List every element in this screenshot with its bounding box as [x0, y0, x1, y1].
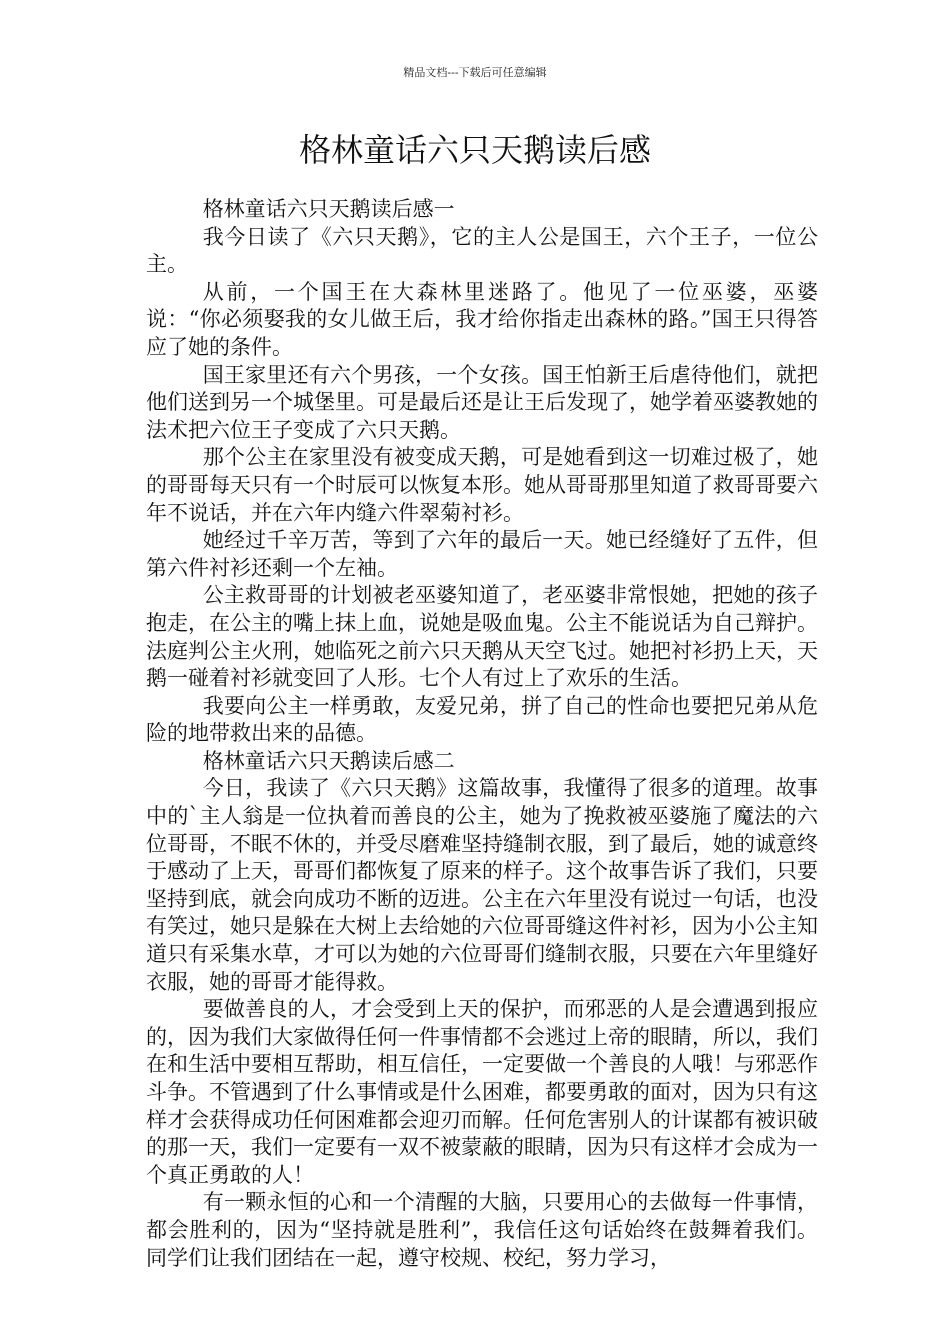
paragraph: 我今日读了《六只天鹅》，它的主人公是国王，六个王子，一位公主。	[146, 224, 818, 277]
paragraph: 国王家里还有六个男孩，一个女孩。国王怕新王后虐待他们，就把他们送到另一个城堡里。可是最后还是让王后发现了，她学着巫婆教她的法术把六位王子变成了六只天鹅。	[146, 362, 818, 442]
section-heading-2: 格林童话六只天鹅读后感二	[202, 748, 455, 773]
paragraph: 今日，我读了《六只天鹅》这篇故事，我懂得了很多的道理。故事中的`主人翁是一位执着而善良的公主，她为了挽救被巫婆施了魔法的六位哥哥，不眠不休的，并受尽磨难坚持缝制衣服，到了最后，她的诚意终于感动了上天，哥哥们都恢复了原来的样子。这个故事告诉了我们，只要坚持到底，就会向成功不断的迈进。公主在六年里没有说过一句话，也没有笑过，她只是躲在大树上去给她的六位哥哥缝这件衬衫，因为小公主知道只有采集水草，才可以为她的六位哥哥们缝制衣服，只要在六年里缝好衣服，她的哥哥才能得救。	[146, 776, 818, 994]
paragraph: 她经过千辛万苦，等到了六年的最后一天。她已经缝好了五件，但第六件衬衫还剩一个左袖。	[146, 528, 818, 580]
header-note: 精品文档---下载后可任意编辑	[403, 66, 547, 79]
paragraph: 那个公主在家里没有被变成天鹅，可是她看到这一切难过极了，她的哥哥每天只有一个时辰可以恢复本形。她从哥哥那里知道了救哥哥要六年不说话，并在六年内缝六件翠菊衬衫。	[146, 445, 818, 525]
paragraph: 我要向公主一样勇敢，友爱兄弟，拼了自己的性命也要把兄弟从危险的地带救出来的品德。	[146, 693, 818, 746]
section-heading-1: 格林童话六只天鹅读后感一	[202, 197, 455, 221]
document-body	[146, 196, 818, 1272]
paragraph: 公主救哥哥的计划被老巫婆知道了，老巫婆非常恨她，把她的孩子抱走，在公主的嘴上抹上血，说她是吸血鬼。公主不能说话为自己辩护。法庭判公主火刑，她临死之前六只天鹅从天空飞过。她把衬衫扔上天，天鹅一碰着衬衫就变回了人形。七个人有过上了欢乐的生活。	[146, 583, 818, 691]
paragraph: 有一颗永恒的心和一个清醒的大脑，只要用心的去做每一件事情，都会胜利的，因为“坚持就是胜利”，我信任这句话始终在鼓舞着我们。同学们让我们团结在一起，遵守校规、校纪，努力学习，	[146, 1190, 818, 1270]
paragraph: 要做善良的人，才会受到上天的保护，而邪恶的人是会遭遇到报应的，因为我们大家做得任何一件事情都不会逃过上帝的眼睛，所以，我们在和生活中要相互帮助，相互信任，一定要做一个善良的人哦！与邪恶作斗争。不管遇到了什么事情或是什么困难，都要勇敢的面对，因为只有这样才会获得成功任何困难都会迎刃而解。任何危害别人的计谋都有被识破的那一天，我们一定要有一双不被蒙蔽的眼睛，因为只有这样才会成为一个真正勇敢的人！	[146, 997, 818, 1187]
document-title: 格林童话六只天鹅读后感	[298, 131, 651, 169]
paragraph: 从前，一个国王在大森林里迷路了。他见了一位巫婆，巫婆说：“你必须娶我的女儿做王后，我才给你指走出森林的路。”国王只得答应了她的条件。	[146, 279, 818, 359]
